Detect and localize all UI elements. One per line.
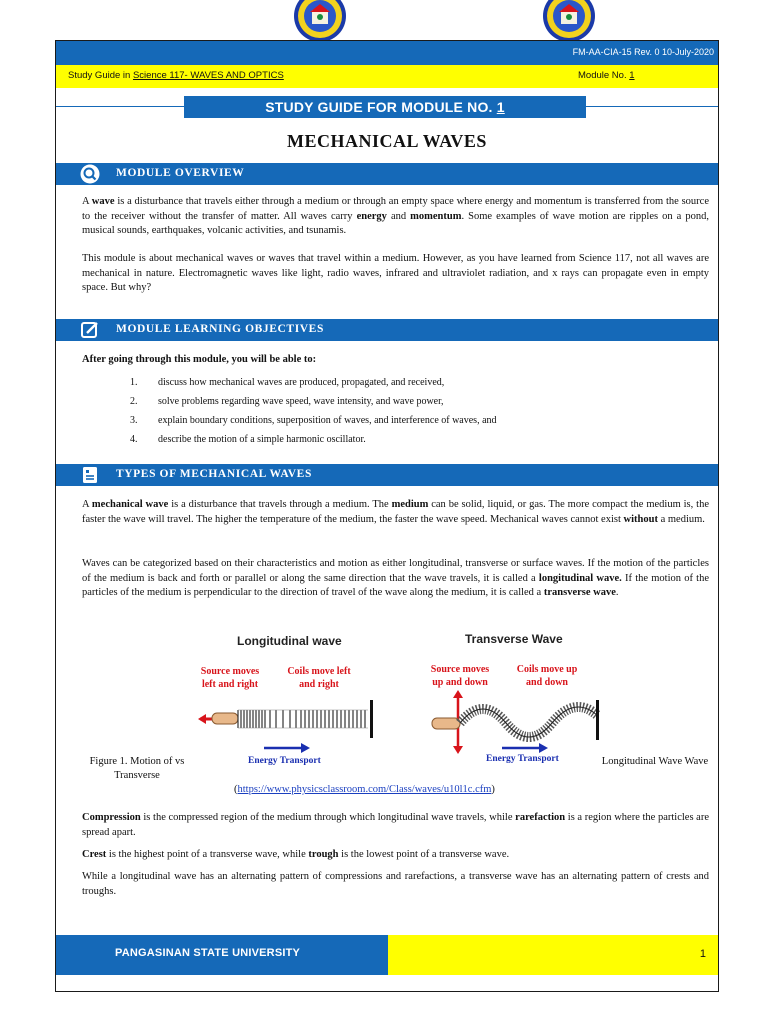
page-number: 1: [699, 948, 706, 960]
list-item: 3. explain boundary conditions, superposition of waves, and interference of waves, and: [130, 415, 497, 426]
compression-definition: Compression is the compressed region of the medium through which longitudinal wave travels, while rarefaction is a region where the particles are spread apart.: [82, 812, 709, 838]
source-link[interactable]: https://www.physicsclassroom.com/Class/waves/u10l1c.cfm: [237, 784, 492, 795]
list-item: 4. describe the motion of a simple harmonic oscillator.: [130, 434, 366, 445]
list-item: 2. solve problems regarding wave speed, wave intensity, and wave power,: [130, 396, 444, 407]
transverse-source-label: Source moves up and down: [430, 664, 490, 688]
section-header-overview: [56, 163, 718, 185]
section-header-types: [56, 464, 718, 486]
edit-icon: [80, 320, 100, 340]
section-title: MODULE OVERVIEW: [116, 167, 245, 179]
longitudinal-source-label: Source moves left and right: [200, 666, 260, 690]
crest-definition: Crest is the highest point of a transverse wave, while trough is the lowest point of a transverse wave.: [82, 849, 510, 860]
list-item: 1. discuss how mechanical waves are produced, propagated, and received,: [130, 377, 445, 388]
overview-paragraph-2: This module is about mechanical waves or waves that travel within a medium. However, as you have learned from Science 117, not all waves are mechanical in nature. Electromagnetic waves like light, radio waves, infrared and ultraviolet radiation, and x rays can propagate even in empty space. But why?: [82, 253, 709, 293]
longitudinal-energy-label: Energy Transport: [248, 756, 321, 766]
types-paragraph-2: Waves can be categorized based on their characteristics and motion as either longitudinal, transverse or surface waves. If the motion of the particles of the medium is back and forth or parallel or along the same direction that the wave travels, it is called a longitudinal wave. If the motion of the particles of the medium is perpendicular to the direction of travel of the wave along the medium, it is called a transverse wave.: [82, 558, 709, 598]
form-code: FM-AA-CIA-15 Rev. 0 10-July-2020: [572, 47, 714, 57]
summary-paragraph: While a longitudinal wave has an alternating pattern of compressions and rarefactions, a transverse wave has an alternating pattern of crests and troughs.: [82, 871, 709, 897]
search-icon: [80, 164, 100, 184]
clipboard-icon: [80, 465, 100, 485]
course-bar: [56, 65, 718, 88]
section-title: TYPES OF MECHANICAL WAVES: [116, 468, 312, 480]
section-title: MODULE LEARNING OBJECTIVES: [116, 323, 324, 335]
footer-university: PANGASINAN STATE UNIVERSITY: [115, 947, 301, 959]
longitudinal-title: Longitudinal wave: [237, 634, 342, 648]
transverse-coils-label: Coils move up and down: [516, 664, 578, 688]
transverse-title: Transverse Wave: [465, 632, 563, 646]
footer-page-bar: [388, 935, 718, 975]
university-seal-left: [294, 0, 346, 44]
objectives-intro: After going through this module, you will be able to:: [82, 354, 317, 365]
page-title: MECHANICAL WAVES: [287, 131, 487, 151]
overview-paragraph-1: A wave is a disturbance that travels either through a medium or through an empty space where energy and momentum is transferred from the source to the receiver without the transfer of matter. All waves carry energy and momentum. Some examples of wave motion are ripples on a pond, musical sounds, earthquakes, volcanic activities, and tsunamis.: [82, 196, 709, 236]
figure-caption-right: Longitudinal Wave Wave: [601, 756, 709, 767]
figure-source: (https://www.physicsclassroom.com/Class/waves/u10l1c.cfm): [234, 784, 495, 795]
transverse-energy-label: Energy Transport: [486, 754, 559, 764]
university-seal-right: [543, 0, 595, 44]
course-label: Study Guide in Science 117- WAVES AND OPTICS: [68, 70, 284, 81]
section-header-objectives: [56, 319, 718, 341]
footer-university-bar: [56, 935, 388, 975]
longitudinal-coils-label: Coils move left and right: [287, 666, 351, 690]
module-number-label: Module No. 1: [578, 70, 635, 81]
types-paragraph-1: A mechanical wave is a disturbance that travels through a medium. The medium can be solid, liquid, or gas. The more compact the medium is, the faster the wave will travel. The higher the temperature of the medium, the faster the wave speed. Mechanical waves cannot exist without a medium.: [82, 499, 709, 525]
figure-caption-left: Figure 1. Motion of vs Transverse: [89, 756, 185, 781]
study-guide-banner: STUDY GUIDE FOR MODULE NO. 1: [184, 96, 586, 118]
longitudinal-wave-diagram: [198, 698, 378, 745]
